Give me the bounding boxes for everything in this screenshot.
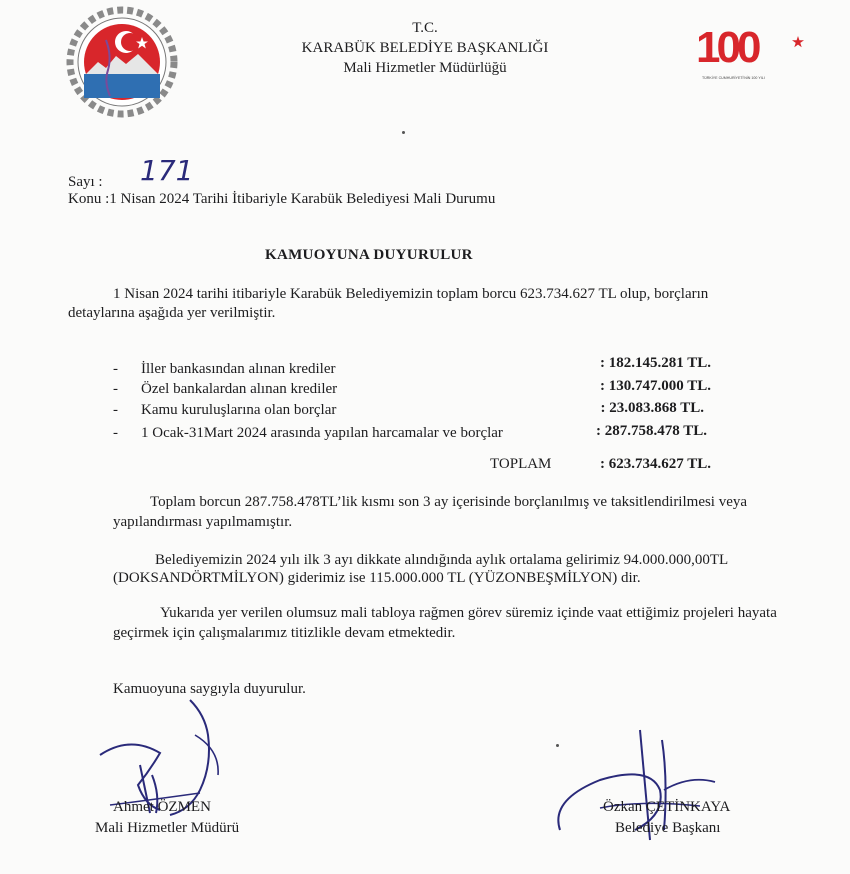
debt-value: : 23.083.868 TL. <box>600 400 704 416</box>
list-bullet: - <box>113 425 118 441</box>
centennial-logo <box>696 23 806 86</box>
announcement-title: KAMUOYUNA DUYURULUR <box>265 247 473 263</box>
letterhead-department: Mali Hizmetler Müdürlüğü <box>343 60 507 76</box>
paragraph-1-line-1: Toplam borcun 287.758.478TL’lik kısmı son 3 ay içerisinde borçlanılmış ve taksitlendirilmesi veya <box>150 494 748 510</box>
star-icon <box>792 36 804 48</box>
debt-value: : 287.758.478 TL. <box>596 423 707 439</box>
debt-value: : 130.747.000 TL. <box>600 378 711 394</box>
closing-line: Kamuoyuna saygıyla duyurulur. <box>113 681 306 697</box>
paragraph-3-line-2: geçirmek için çalışmalarımız titizlikle devam etmektedir. <box>113 625 456 641</box>
konu-line: Konu :1 Nisan 2024 Tarihi İtibariyle Karabük Belediyesi Mali Durumu <box>68 191 496 207</box>
sayi-label: Sayı : <box>68 174 103 190</box>
centennial-caption: TÜRKİYE CUMHURİYETİ'NİN 100 YILI <box>702 76 765 80</box>
signatory-2-name: Özkan ÇETİNKAYA <box>603 799 731 815</box>
debt-label: Özel bankalardan alınan krediler <box>141 381 338 397</box>
paragraph-2-line-1: Belediyemizin 2024 yılı ilk 3 ayı dikkate alındığında aylık ortalama gelirimiz 94.000.000,00TL <box>155 552 729 568</box>
sayi-number-handwritten: 171 <box>140 154 194 187</box>
debt-value: : 182.145.281 TL. <box>600 355 711 371</box>
letterhead-institution: KARABÜK BELEDİYE BAŞKANLIĞI <box>301 40 549 56</box>
total-label: TOPLAM <box>490 456 552 472</box>
paragraph-1-line-2: yapılandırması yapılmamıştır. <box>113 514 293 530</box>
total-value: : 623.734.627 TL. <box>600 456 711 472</box>
centennial-logo-text: 100 <box>696 23 758 72</box>
debt-label: 1 Ocak-31Mart 2024 arasında yapılan harcamalar ve borçlar <box>141 425 503 441</box>
paragraph-3-line-1: Yukarıda yer verilen olumsuz mali tabloya rağmen görev süremiz içinde vaat ettiğimiz projeleri hayata <box>160 605 777 621</box>
intro-line-1: 1 Nisan 2024 tarihi itibariyle Karabük Belediyemizin toplam borcu 623.734.627 TL olup, borçların <box>113 286 709 302</box>
signatory-2-title: Belediye Başkanı <box>615 820 721 836</box>
debt-label: İller bankasından alınan krediler <box>141 361 336 377</box>
letterhead-tc: T.C. <box>412 20 438 36</box>
signatory-1-name: Ahmet ÖZMEN <box>113 799 211 815</box>
intro-line-2: detaylarına aşağıda yer verilmiştir. <box>68 305 276 321</box>
debt-label: Kamu kuruluşlarına olan borçlar <box>141 402 337 418</box>
signatory-1-title: Mali Hizmetler Müdürü <box>95 820 240 836</box>
speck <box>402 131 405 134</box>
list-bullet: - <box>113 381 118 397</box>
paragraph-2-line-2: (DOKSANDÖRTMİLYON) giderimiz ise 115.000.000 TL (YÜZONBEŞMİLYON) dir. <box>113 570 641 586</box>
list-bullet: - <box>113 361 118 377</box>
list-bullet: - <box>113 402 118 418</box>
